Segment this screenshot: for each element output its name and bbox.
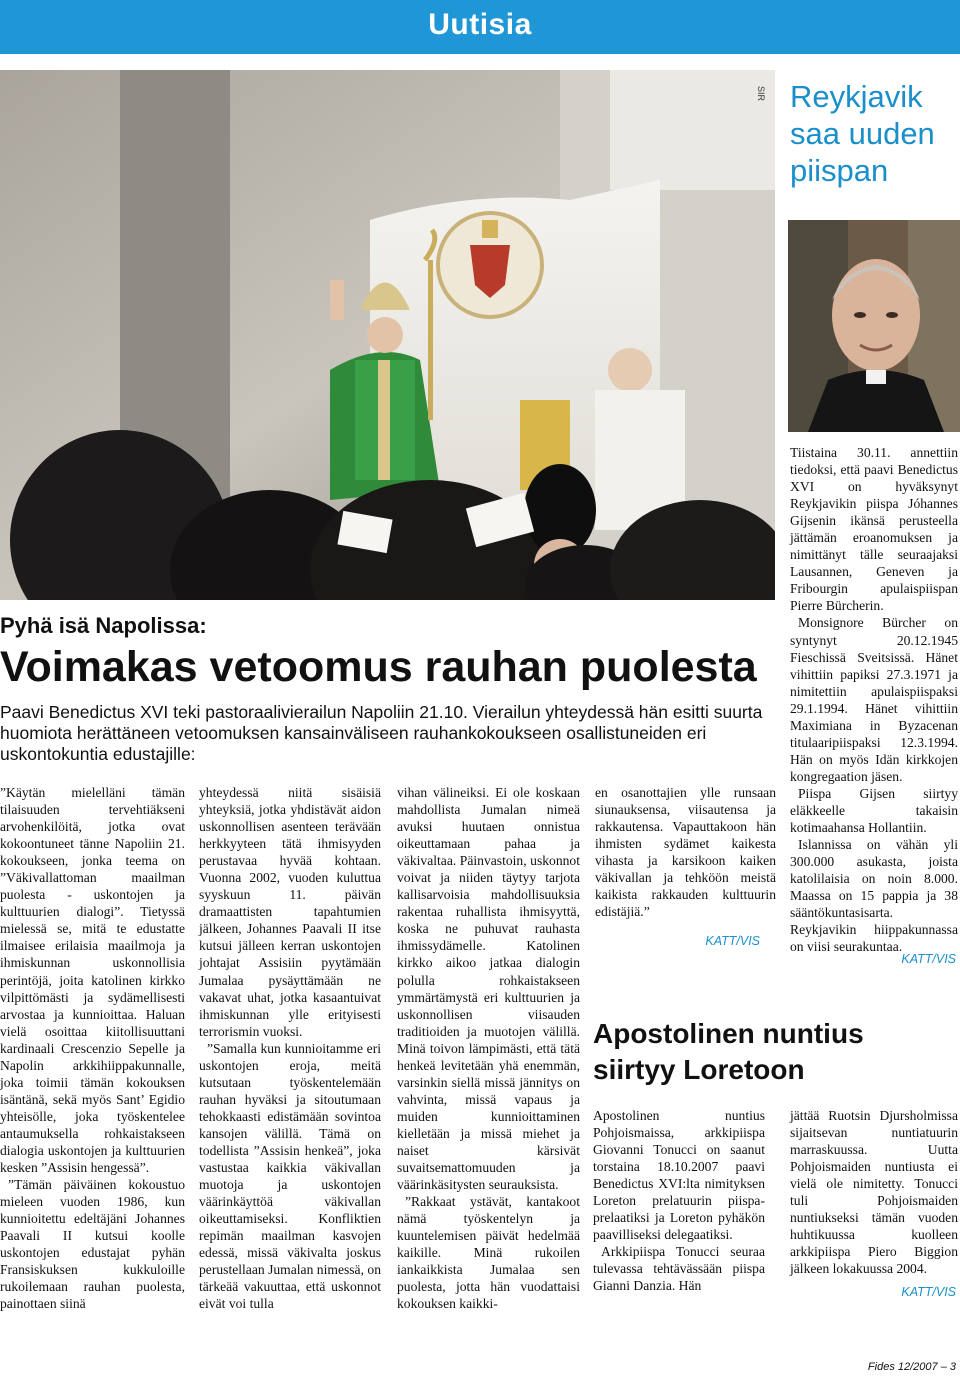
side-paragraph-4: Islannissa on vähän yli 300.000 asukasta, joista katolilaisia on noin 8.000. Maassa on 15 pappia ja 38 sääntökuntasisarta. Reykjavikin hiippakunnassa on viisi seurakuntaa.: [790, 837, 958, 955]
main-column-2: [199, 784, 381, 1312]
main-col1-text-2: ”Tämän päiväinen kokoustuo mieleen vuoden 1986, kun kunnioitettu edeltäjäni Johannes Paavali II kutsui koolle uskontojen edustajat pyhän Fransiskuksen kukkuloille rukoilemaan rauhan puolesta, painottaen siinä: [0, 1177, 185, 1312]
side-paragraph-2: Monsignore Bürcher on syntynyt 20.12.1945 Fieschissä Sveitsissä. Hänet vihittiin papiksi 27.3.1971 ja nimitettiin apulaispiispaksi 29.1.1994. Hänet vihittiin Maximiana in Byzacenan titulaaripiispaksi 12.3.1994. Hän on myös Idän kirkkojen kongregaation jäsen.: [790, 615, 958, 784]
side-headline: Reykjavik saa uuden piispan: [790, 79, 935, 188]
section-header: [0, 0, 960, 54]
main-col3-text: vihan välineiksi. Ei ole koskaan mahdollista Jumalan nimeä avuksi huutaen onnistua oikeuttamaan pahaa ja väkivaltaa. Päinvastoin, uskonnot voivat ja niiden täytyy tarjota kallisarvoisia mahdollisuuksia rakentaa ruhallista ihmisyyttä, koska ne puhuvat rauhasta ihmissydämelle. Katolinen kirkko aikoo jatkaa dialogin polulla rohkaistakseen ymmärtämystä eri kulttuurien ja uskonnollisen viisauden traditioiden ja muotojen välillä. Minä toivon lämpimästi, että tätä henkeä levitetään yhä enemmän, varsinkin siellä missä jännitys on vahvinta, missä vapaus ja muiden kunnioittaminen kielletään ja missä miehet ja naiset kärsivät suvaitsemattomuuden ja väärinkäsitysten seurauksista.: [397, 785, 580, 1193]
main-column-1: [0, 784, 185, 1312]
main-col3-text-2: ”Rakkaat ystävät, kantakoot nämä työskentelyn ja kuuntelemisen päivät hedelmää kaikille. Minä rukoilen iankaikkista Jumalaa sen puolesta, jotta hän vuodattaisi kokouksen kaikki-: [397, 1194, 580, 1312]
side-paragraph-3: Piispa Gijsen siirtyy eläkkeelle takaisin kotimaahansa Hollantiin.: [790, 785, 958, 836]
main-signature: KATT/VIS: [705, 934, 760, 948]
main-column-4: [595, 784, 776, 920]
main-column-3: [397, 784, 580, 1312]
side-column: [790, 444, 958, 955]
nuntius-signature: KATT/VIS: [901, 1285, 956, 1299]
bishop-portrait: [788, 220, 960, 432]
main-headline: Voimakas vetoomus rauhan puolesta: [0, 643, 757, 691]
portrait-image: [788, 220, 960, 432]
section-title: Uutisia: [428, 8, 532, 41]
main-kicker: Pyhä isä Napolissa:: [0, 613, 207, 638]
nuntius-column-2: [790, 1107, 958, 1277]
main-photo: [0, 70, 775, 600]
nuntius-headline: Apostolinen nuntius siirtyy Loretoon: [593, 1018, 864, 1085]
main-col1-text: ”Käytän mielelläni tämän tilaisuuden tervehtiäkseni arvohenkilöitä, jotka ovat kokoontuneet tänne Napoliin 21. kokoukseen, jonka teema on ”Väkivallattoman maailman puolesta - uskontojen ja kulttuurien dialogi”. Tietyssä mielessä se, mitä te edustatte ilmaisee erilaisia maailmoja ja ihmiskunnan uskonnollisia perintöjä, joita katolinen kirkko vilpittömästi ja sydämellisesti arvostaa ja kunnioittaa. Haluan vielä osoittaa kiitollisuuttani kardinaali Crescenzio Sepelle ja Napolin arkkihiippakunnalle, joka toimii tämän kokouksen isäntänä, sekä myös Sant’ Egidio yhteisölle, joka työskentelee antaumuksella rohkaistakseen dialogia uskontojen ja kulttuurien kesken ”Assisin hengessä”.: [0, 785, 185, 1176]
photo-credit: SIR: [756, 86, 766, 102]
nuntius-column-1: [593, 1107, 765, 1295]
nuntius-col1-text-2: Arkkipiispa Tonucci seuraa tulevassa tehtävässään piispa Gianni Danzia. Hän: [593, 1244, 765, 1294]
side-paragraph-1: Tiistaina 30.11. annettiin tiedoksi, että paavi Benedictus XVI on hyväksynyt Reykjavikin piispa Jóhannes Gijsenin ikänsä perusteella jättämän eroanomuksen ja nimittänyt tälle seuraajaksi Lausannen, Geneven ja Fribourgin apulaispiispan Pierre Bürcherin.: [790, 445, 958, 614]
page-footer: Fides 12/2007 – 3: [867, 1361, 956, 1373]
side-signature: KATT/VIS: [901, 952, 956, 966]
main-col2-text: yhteydessä niitä sisäisiä yhteyksiä, jotka yhdistävät aidon uskonnollisen asenteen terävään herkkyyteen tätä ihmisyyden perustavaa hyvää kohtaan. Vuonna 2002, vuoden kuluttua syyskuun 11. päivän dramaattisten tapahtumien jälkeen, Johannes Paavali II itse kutsui jälleen kerran uskontojen johtajat Assisiin pyytämään Jumalaa pysäyttämään ne vakavat uhat, jotka kasaantuivat ihmiskunnan ylle erityisesti terrorismin vuoksi.: [199, 785, 381, 1039]
main-col4-text: en osanottajien ylle runsaan siunauksensa, viisautensa ja rakkautensa. Vapauttakoon hän ihmisten sydämet kaikesta vihasta ja karsikoon kaiken väkivallan ja tehköön meistä kaikista rakkauden kulttuurin edistäjiä.”: [595, 785, 776, 920]
nuntius-col2-text: jättää Ruotsin Djursholmissa sijaitsevan nuntiatuurin marraskuussa. Uutta Pohjoismaiden nuntiusta ei vielä ole nimitetty. Tonucci tuli Pohjoismaiden nuntiukseksi tämän vuoden huhtikuussa kuolleen arkkipiispa Piero Biggion jälkeen lokakuussa 2004.: [790, 1108, 958, 1277]
nuntius-col1-text: Apostolinen nuntius Pohjoismaissa, arkkipiispa Giovanni Tonucci on saanut torstaina 18.10.2007 paavi Benedictus XVI:lta nimityksen Loreton prelatuurin piispa-prelaatiksi ja Loreton pyhäkön paavilliseksi delegaatiksi.: [593, 1108, 765, 1243]
papal-ceremony-image: [0, 70, 775, 600]
main-lead: Paavi Benedictus XVI teki pastoraalivierailun Napoliin 21.10. Vierailun yhteydessä hän esitti suurta huomiota herättäneen vetoomuksen kansainväliseen rauhankokoukseen osallistuneiden eri uskontokuntia edustajille:: [0, 702, 763, 764]
main-col2-text-2: ”Samalla kun kunnioitamme eri uskontojen eroja, meitä kutsutaan työskentelemään rauhan hyväksi ja sitoutumaan tehokkaasti edistämään sovintoa kansojen välillä. Tämä on todellista ”Assisin henkeä”, joka vastustaa kaikkia väkivallan muotoja ja uskontojen väärinkäyttöä väkivallan oikeuttamiseksi. Konfliktien repimän maailman kasvojen edessä, missä väkivalta joskus perustellaan Jumalan nimessä, on tärkeää vakuuttaa, että uskonnot eivät voi tulla: [199, 1040, 381, 1312]
